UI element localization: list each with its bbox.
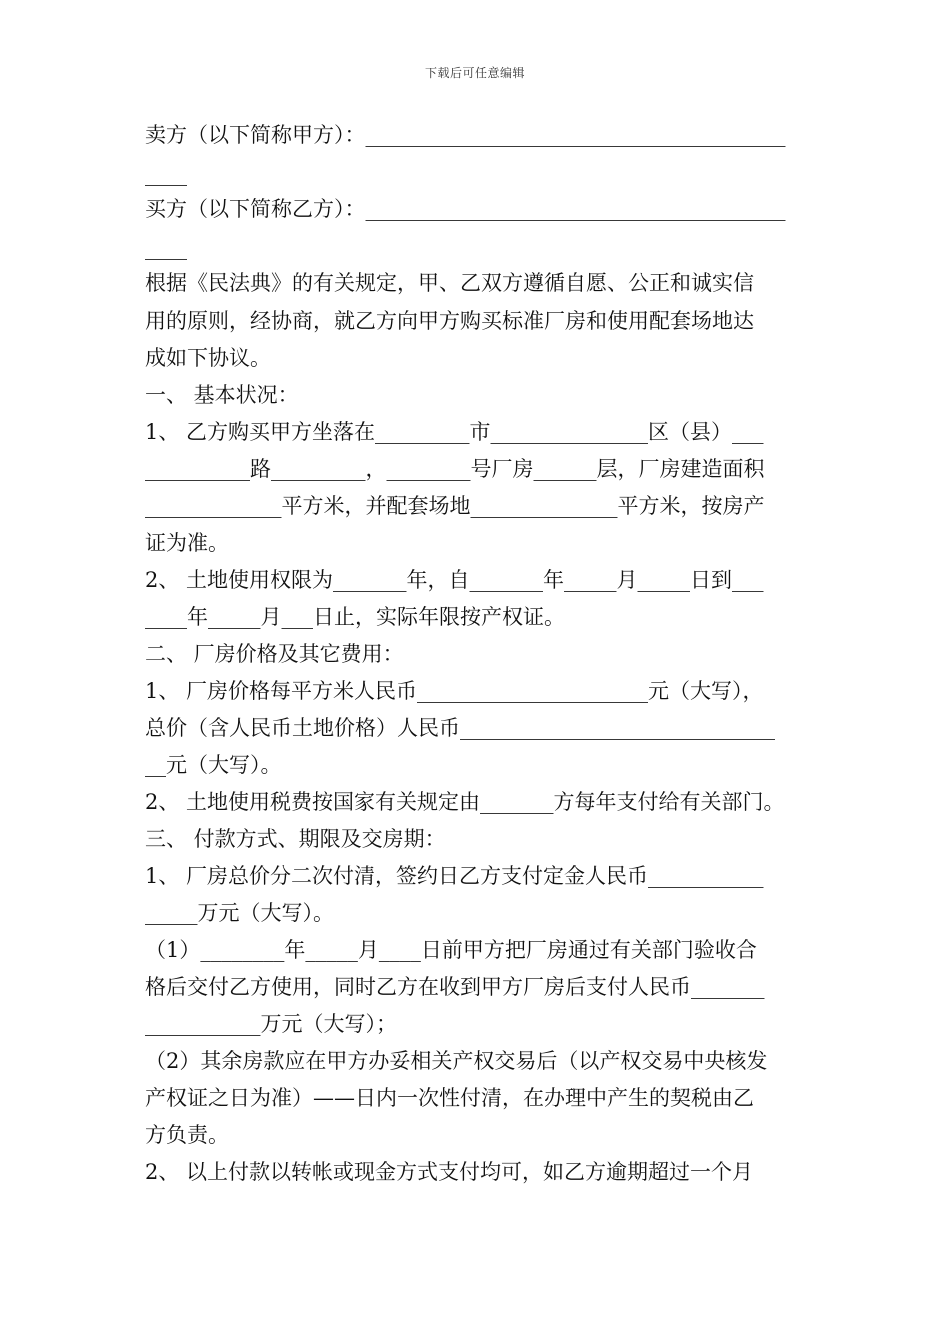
clause-1-1-line-1: 1、 乙方购买甲方坐落在_________市_______________区（县）___ <box>145 420 764 444</box>
item-1-line-3: ___________万元（大写）； <box>145 1012 397 1036</box>
clause-2-1-line-1: 1、 厂房价格每平方米人民币______________________元（大写）， <box>145 679 764 703</box>
clause-3-2-line-1: 2、 以上付款以转帐或现金方式支付均可，如乙方逾期超过一个月 <box>145 1160 754 1184</box>
clause-1-1-line-3: _____________平方米，并配套场地______________平方米，按房产 <box>145 494 765 518</box>
clause-3-1-line-1: 1、 厂房总价分二次付清，签约日乙方支付定金人民币___________ <box>145 864 764 888</box>
preamble-line-1: 根据《民法典》的有关规定，甲、乙双方遵循自愿、公正和诚实信 <box>145 271 754 295</box>
item-1-line-1: （1）________年_____月____日前甲方把厂房通过有关部门验收合 <box>145 938 757 962</box>
clause-1-1-line-2: __________路_________，________号厂房______层，厂房建造面积 <box>145 457 765 481</box>
clause-1-2-line-1: 2、 土地使用权限为_______年，自_______年_____月_____日到___ <box>145 568 764 592</box>
clause-2-1-line-2: 总价（含人民币土地价格）人民币______________________________ <box>145 716 775 740</box>
clause-1-1-line-4: 证为准。 <box>145 531 229 555</box>
section-2-heading: 二、 厂房价格及其它费用： <box>145 642 404 666</box>
seller-line-cont: ____ <box>145 162 187 186</box>
clause-2-2: 2、 土地使用税费按国家有关规定由_______方每年支付给有关部门。 <box>145 790 785 814</box>
item-2-line-1: （2）其余房款应在甲方办妥相关产权交易后（以产权交易中央核发 <box>145 1049 768 1073</box>
section-3-heading: 三、 付款方式、期限及交房期： <box>145 827 446 851</box>
preamble-line-2: 用的原则，经协商，就乙方向甲方购买标准厂房和使用配套场地达 <box>145 309 754 333</box>
page-header-note: 下载后可任意编辑 <box>424 66 525 80</box>
section-1-heading: 一、 基本状况： <box>145 383 299 407</box>
buyer-line: 买方（以下简称乙方）：________________________________________ <box>145 197 786 221</box>
clause-3-1-line-2: _____万元（大写）。 <box>145 901 334 925</box>
clause-1-2-line-2: ____年_____月___日止，实际年限按产权证。 <box>145 605 565 629</box>
clause-2-1-line-3: __元（大写）。 <box>145 753 282 777</box>
seller-line: 卖方（以下简称甲方）：________________________________________ <box>145 123 786 147</box>
item-1-line-2: 格后交付乙方使用，同时乙方在收到甲方厂房后支付人民币_______ <box>145 975 765 999</box>
buyer-line-cont: ____ <box>145 236 187 260</box>
preamble-line-3: 成如下协议。 <box>145 346 271 370</box>
item-2-line-3: 方负责。 <box>145 1123 229 1147</box>
item-2-line-2: 产权证之日为准）——日内一次性付清，在办理中产生的契税由乙 <box>145 1086 754 1110</box>
